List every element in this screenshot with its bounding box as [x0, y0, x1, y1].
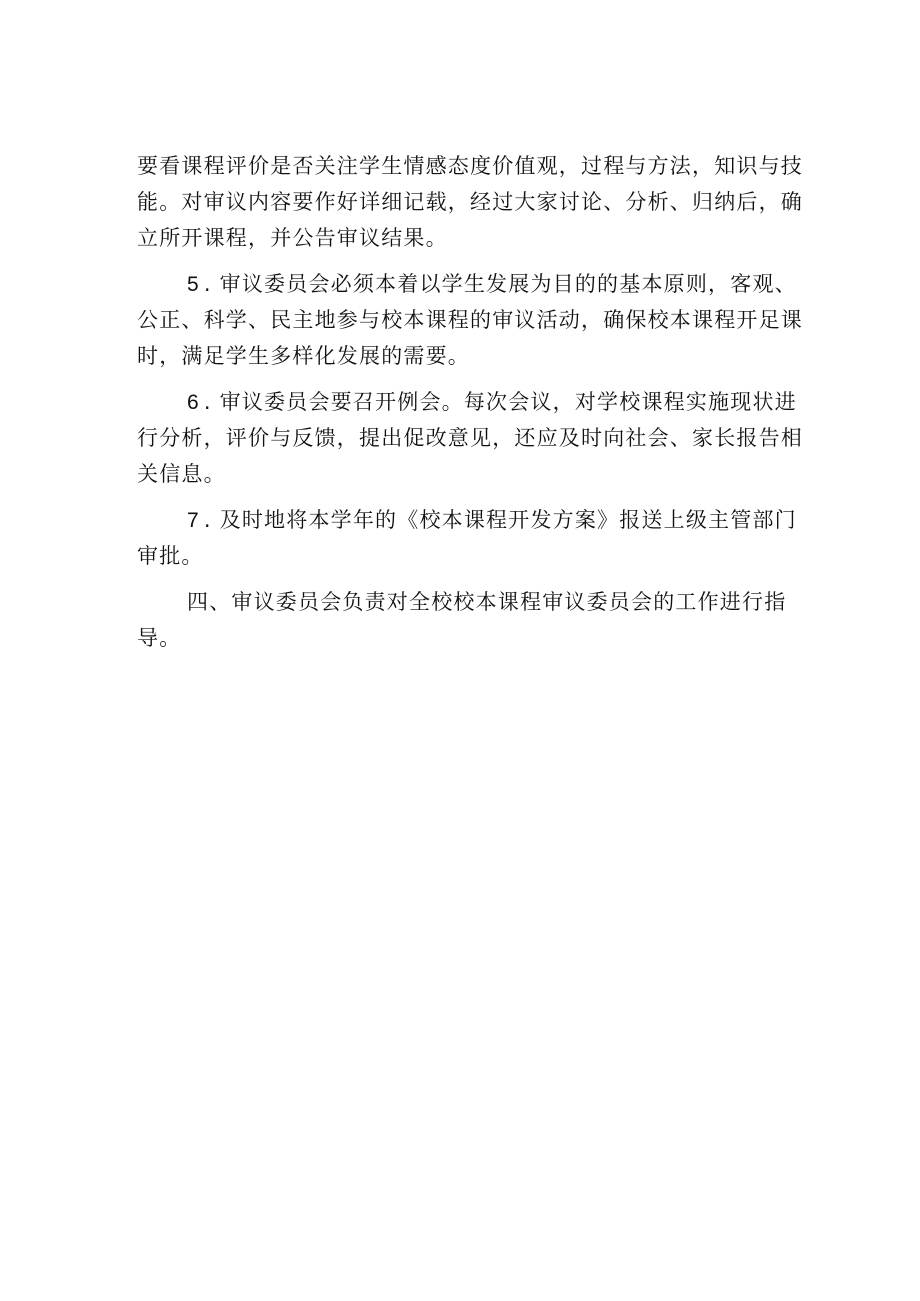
paragraph-item-7 — [137, 502, 797, 574]
text-line: 时，满足学生多样化发展的需要。 — [137, 344, 470, 368]
text-line — [137, 384, 797, 420]
paragraph-item-5 — [137, 266, 803, 374]
paragraph-continuation — [137, 148, 803, 256]
text-line: 导。 — [137, 626, 182, 650]
paragraph-section-four — [137, 584, 787, 656]
item-number: 7 — [187, 509, 200, 532]
text-segment: . 审议委员会要召开例会。每次会议，对学校课程实施现状进 — [203, 390, 797, 414]
text-line: 要看课程评价是否关注学生情感态度价值观，过程与方法，知识与技 — [137, 154, 803, 178]
item-number: 5 — [187, 273, 200, 296]
text-line: 能。对审议内容要作好详细记载，经过大家讨论、分析、归纳后，确 — [137, 190, 803, 214]
text-segment: . 审议委员会必须本着以学生发展为目的的基本原则，客观、 — [203, 272, 797, 296]
text-line: 公正、科学、民主地参与校本课程的审议活动，确保校本课程开足课 — [137, 308, 803, 332]
text-line: 四、审议委员会负责对全校校本课程审议委员会的工作进行指 — [187, 590, 787, 614]
text-line — [137, 266, 797, 302]
text-line — [137, 502, 797, 538]
text-line: 关信息。 — [137, 462, 226, 486]
text-line: 行分析，评价与反馈，提出促改意见，还应及时向社会、家长报告相 — [137, 426, 803, 450]
text-segment: . 及时地将本学年的《校本课程开发方案》报送上级主管部门 — [203, 508, 797, 532]
document-body — [137, 148, 803, 656]
paragraph-item-6 — [137, 384, 803, 492]
text-line: 立所开课程，并公告审议结果。 — [137, 226, 448, 250]
item-number: 6 — [187, 391, 200, 414]
text-line: 审批。 — [137, 544, 204, 568]
